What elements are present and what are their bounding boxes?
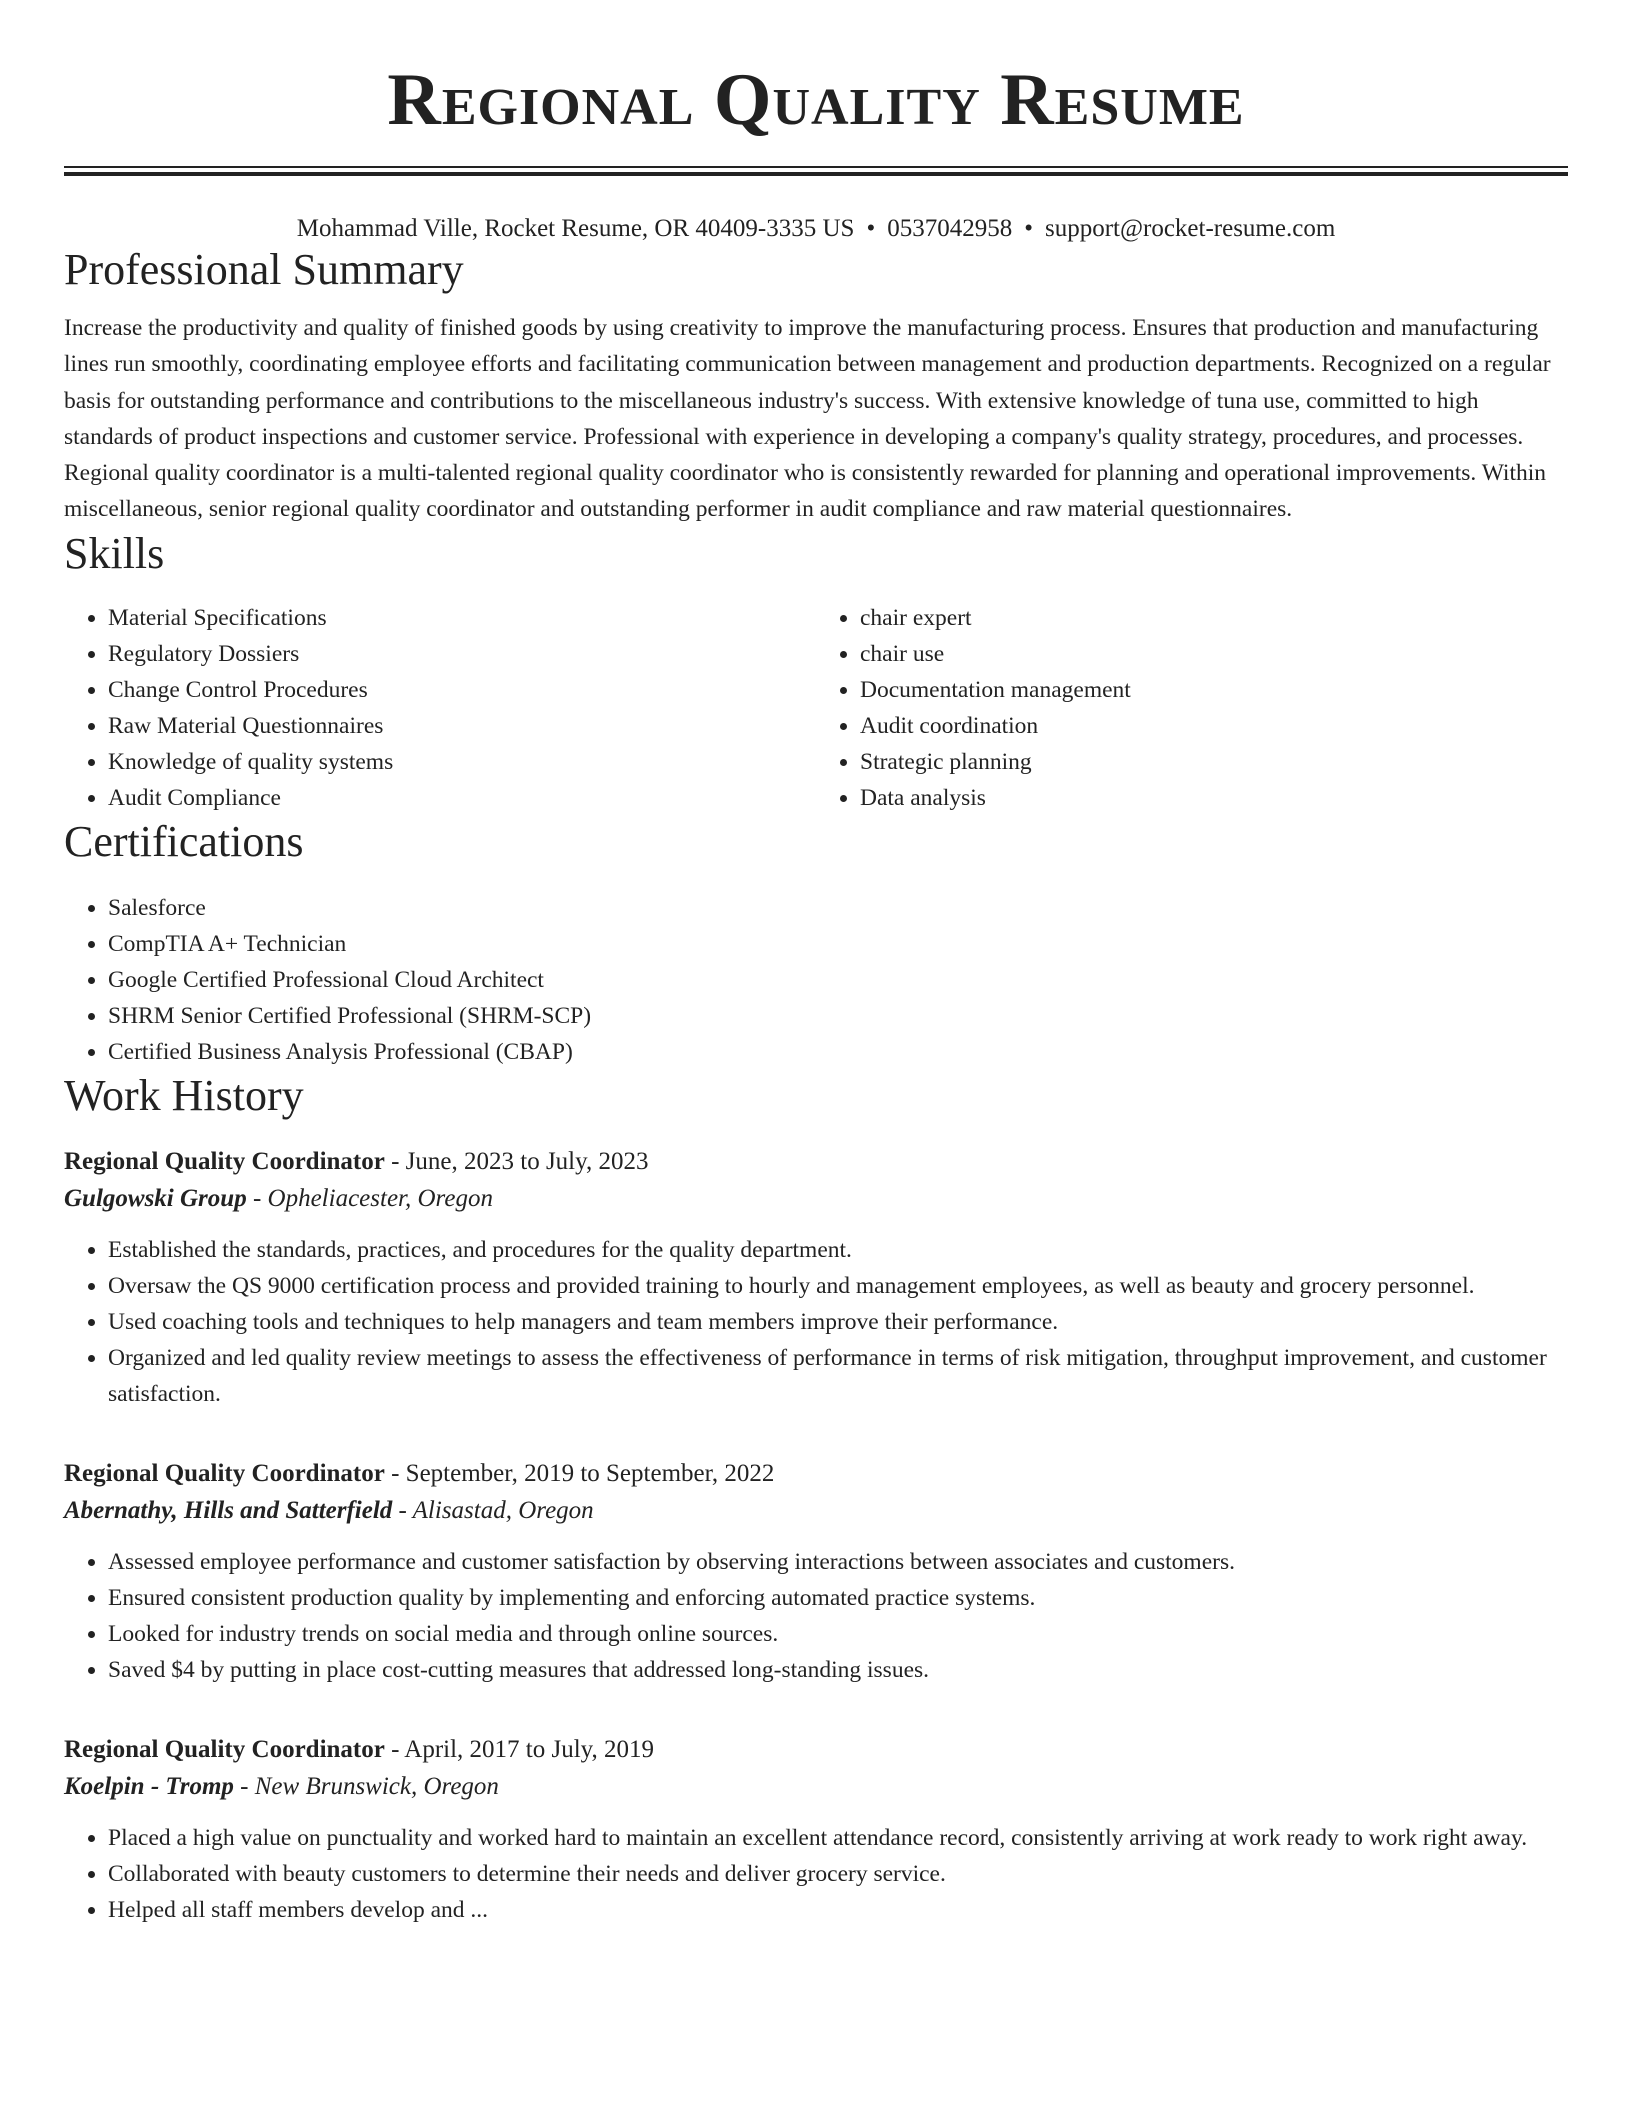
company-line <box>64 1180 1568 1218</box>
skill-item: • Audit Compliance <box>108 780 816 816</box>
certification-item: • Certified Business Analysis Professional (CBAP) <box>108 1034 1568 1070</box>
job-bullet: • Helped all staff members develop and ... <box>108 1892 1568 1928</box>
job-bullet: • Ensured consistent production quality by implementing and enforcing automated practice systems. <box>108 1580 1568 1616</box>
job-bullet: • Collaborated with beauty customers to determine their needs and deliver grocery service. <box>108 1856 1568 1892</box>
job-title-line <box>64 1732 1568 1768</box>
job-title-line <box>64 1456 1568 1492</box>
certification-item: • SHRM Senior Certified Professional (SHRM-SCP) <box>108 998 1568 1034</box>
job-title: Regional Quality Coordinator <box>64 1147 385 1175</box>
skill-item: • Documentation management <box>860 672 1568 708</box>
company-line <box>64 1492 1568 1530</box>
company-name: Gulgowski Group <box>64 1184 247 1212</box>
job-dates: - September, 2019 to September, 2022 <box>384 1459 775 1487</box>
skill-item: • Audit coordination <box>860 708 1568 744</box>
job-bullet: • Organized and led quality review meetings to assess the effectiveness of performance in terms of risk mitigation, throughput improvement, and customer satisfaction. <box>108 1340 1568 1412</box>
skill-item: • Raw Material Questionnaires <box>108 708 816 744</box>
contact-phone: 0537042958 <box>887 215 1013 242</box>
job-bullets <box>64 1820 1568 1928</box>
company-location: - New Brunswick, Oregon <box>233 1772 499 1800</box>
contact-email: support@rocket-resume.com <box>1044 215 1336 242</box>
job-bullet: • Used coaching tools and techniques to help managers and team members improve their performance. <box>108 1304 1568 1340</box>
job-title: Regional Quality Coordinator <box>64 1735 385 1763</box>
skill-item: • chair expert <box>860 600 1568 636</box>
resume-title: Regional Quality Resume <box>387 59 1245 141</box>
job-bullet: • Placed a high value on punctuality and worked hard to maintain an excellent attendance record, consistently arriving at work ready to work right away. <box>108 1820 1568 1856</box>
contact-separator: • <box>866 215 876 242</box>
certifications-heading: Certifications <box>64 816 304 866</box>
skill-item: • Strategic planning <box>860 744 1568 780</box>
work-history-heading: Work History <box>64 1070 304 1120</box>
skill-item: • Regulatory Dossiers <box>108 636 816 672</box>
certifications-list <box>64 890 1568 1070</box>
skill-item: • chair use <box>860 636 1568 672</box>
certification-item: • CompTIA A+ Technician <box>108 926 1568 962</box>
skills-list-right <box>816 600 1568 816</box>
job-bullet: • Assessed employee performance and customer satisfaction by observing interactions between associates and customers. <box>108 1544 1568 1580</box>
summary-heading: Professional Summary <box>64 245 464 294</box>
job-bullets <box>64 1232 1568 1412</box>
company-name: Abernathy, Hills and Satterfield <box>64 1496 393 1524</box>
skill-item: • Change Control Procedures <box>108 672 816 708</box>
title-divider <box>64 166 1568 176</box>
job-bullet: • Oversaw the QS 9000 certification process and provided training to hourly and management employees, as well as beauty and grocery personnel. <box>108 1268 1568 1304</box>
job-dates: - June, 2023 to July, 2023 <box>384 1147 649 1175</box>
job-bullet: • Established the standards, practices, and procedures for the quality department. <box>108 1232 1568 1268</box>
company-location: - Opheliacester, Oregon <box>246 1184 493 1212</box>
company-name: Koelpin - Tromp <box>64 1772 234 1800</box>
company-location: - Alisastad, Oregon <box>392 1496 594 1524</box>
job-bullets <box>64 1544 1568 1688</box>
job-bullet: • Saved $4 by putting in place cost-cutting measures that addressed long-standing issues. <box>108 1652 1568 1688</box>
skills-heading: Skills <box>64 528 165 578</box>
company-line <box>64 1768 1568 1806</box>
contact-address: Mohammad Ville, Rocket Resume, OR 40409-3335 US <box>296 215 855 242</box>
job-dates: - April, 2017 to July, 2019 <box>384 1735 655 1763</box>
skill-item: • Knowledge of quality systems <box>108 744 816 780</box>
contact-line <box>64 214 1568 244</box>
skills-list-left <box>64 600 816 816</box>
job-title-line <box>64 1144 1568 1180</box>
contact-separator: • <box>1024 215 1033 242</box>
skills-grid <box>64 600 1568 816</box>
certification-item: • Google Certified Professional Cloud Architect <box>108 962 1568 998</box>
skill-item: • Data analysis <box>860 780 1568 816</box>
job-title: Regional Quality Coordinator <box>64 1459 385 1487</box>
summary-text: Increase the productivity and quality of finished goods by using creativity to improve the manufacturing process. Ensures that production and manufacturing lines run smoothly, coordinating employee efforts and facilitating communication between management and production departments. Recognized on a regular basis for outstanding performance and contributions to the miscellaneous industry's success. With extensive knowledge of tuna use, committed to high standards of product inspections and customer service. Professional with experience in developing a company's quality strategy, procedures, and processes. Regional quality coordinator is a multi-talented regional quality coordinator who is consistently rewarded for planning and operational improvements. Within miscellaneous, senior regional quality coordinator and outstanding performer in audit compliance and raw material questionnaires. <box>64 315 1551 523</box>
job-bullet: • Looked for industry trends on social media and through online sources. <box>108 1616 1568 1652</box>
skill-item: • Material Specifications <box>108 600 816 636</box>
certification-item: • Salesforce <box>108 890 1568 926</box>
